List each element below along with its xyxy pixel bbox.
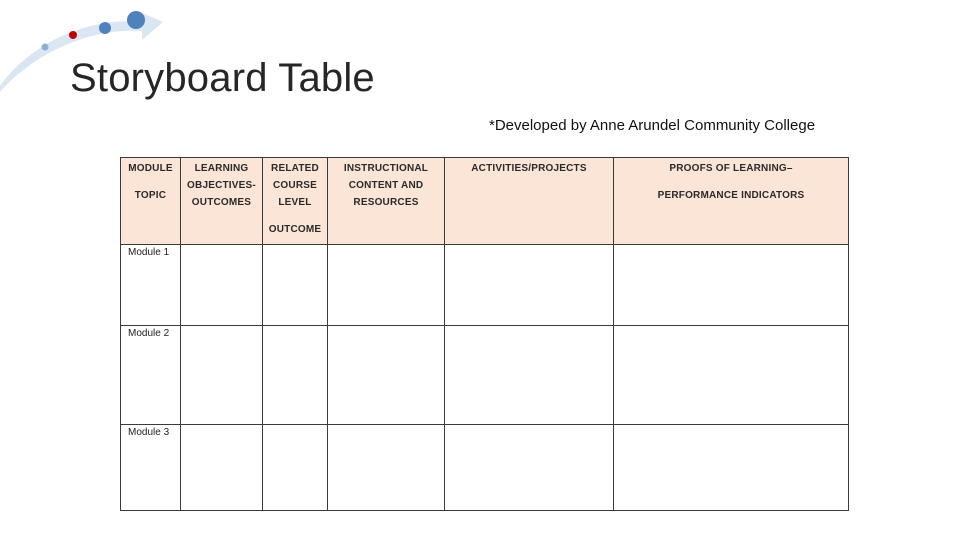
table-cell [445,425,614,511]
table-cell [445,326,614,425]
header-text: ACTIVITIES/PROJECTS [471,163,587,174]
header-learning-objectives [181,158,263,245]
credit-note: *Developed by Anne Arundel Community College [489,117,816,134]
module-label: Module 1 [121,245,181,326]
table-row [121,326,849,425]
header-activities-projects [445,158,614,245]
header-text: OUTCOMES [191,197,252,208]
header-text: TOPIC [134,190,167,201]
table-cell [328,425,445,511]
header-row [121,158,849,245]
header-text: RESOURCES [353,197,419,208]
table-cell [263,425,328,511]
table-cell [263,326,328,425]
table-cell [328,245,445,326]
header-text: MODULE [128,163,173,174]
large-blue-dot [127,11,145,29]
table-cell [614,326,849,425]
header-instructional-content [328,158,445,245]
header-text: RELATED [271,163,319,174]
table-cell [181,425,263,511]
header-proofs-of-learning [614,158,849,245]
table-cell [263,245,328,326]
header-text: PROOFS OF LEARNING– [669,163,793,174]
header-text: OUTCOME [268,224,322,235]
medium-blue-dot [99,22,111,34]
table-row [121,425,849,511]
table-row [121,245,849,326]
header-text: COURSE [273,180,317,191]
table-cell [181,245,263,326]
red-dot [69,31,77,39]
table-cell [614,425,849,511]
page-title: Storyboard Table [70,56,375,100]
header-related-course-level-outcome [263,158,328,245]
header-text: PERFORMANCE INDICATORS [657,190,805,201]
header-text: CONTENT AND [348,180,424,191]
header-text: LEVEL [278,197,312,208]
small-blue-dot [42,44,49,51]
table-cell [328,326,445,425]
header-text: INSTRUCTIONAL [343,163,429,174]
header-text: LEARNING [194,163,249,174]
module-label: Module 3 [121,425,181,511]
table-cell [445,245,614,326]
table-cell [614,245,849,326]
storyboard-table [120,157,849,511]
module-label: Module 2 [121,326,181,425]
table-cell [181,326,263,425]
header-module-topic [121,158,181,245]
header-text: OBJECTIVES- [187,180,256,191]
